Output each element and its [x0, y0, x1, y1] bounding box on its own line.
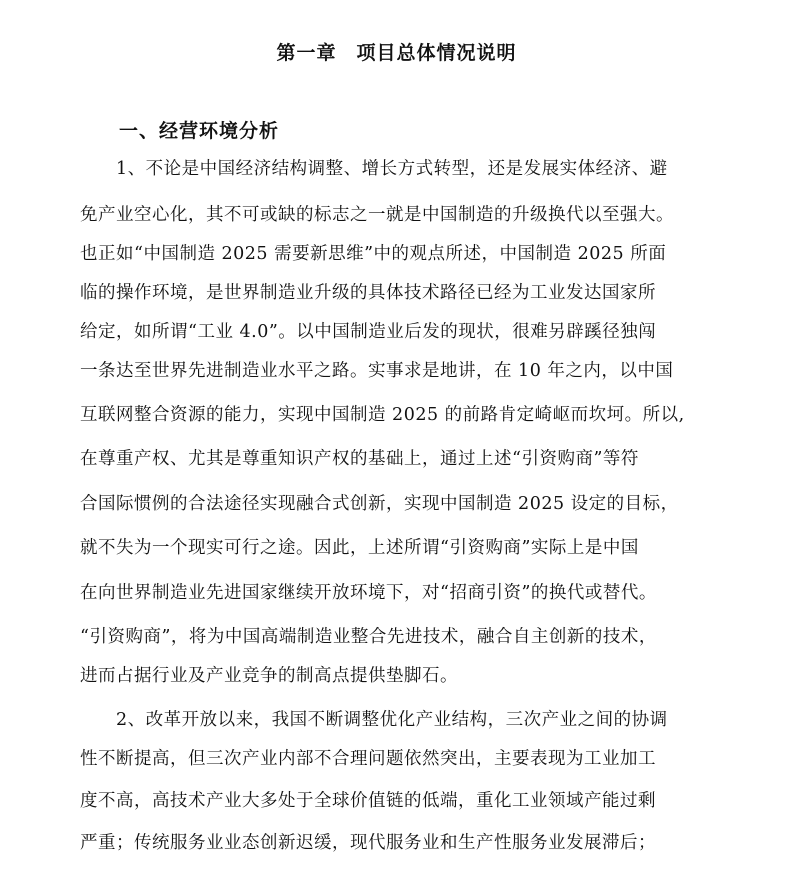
paragraph-line: 临的操作环境，是世界制造业升级的具体技术路径已经为工业发达国家所: [80, 283, 656, 303]
paragraph-line: 度不高，高技术产业大多处于全球价值链的低端，重化工业领域产能过剩: [80, 791, 656, 811]
paragraph-line: 2、改革开放以来，我国不断调整优化产业结构，三次产业之间的协调: [80, 710, 668, 730]
paragraph-line: 免产业空心化，其不可或缺的标志之一就是中国制造的升级换代以至强大。: [80, 205, 674, 225]
paragraph-line: 性不断提高，但三次产业内部不合理问题依然突出，主要表现为工业加工: [80, 749, 656, 769]
paragraph-line: 合国际惯例的合法途径实现融合式创新，实现中国制造 2025 设定的目标，: [80, 494, 679, 514]
paragraph-line: 在向世界制造业先进国家继续开放环境下，对“招商引资”的换代或替代。: [80, 583, 657, 603]
paragraph-line: 1、不论是中国经济结构调整、增长方式转型，还是发展实体经济、避: [80, 159, 668, 179]
paragraph-line: 进而占据行业及产业竞争的制高点提供垫脚石。: [80, 666, 458, 686]
paragraph-line: 互联网整合资源的能力，实现中国制造 2025 的前路肯定崎岖而坎坷。所以,: [80, 405, 685, 425]
paragraph-line: 严重；传统服务业业态创新迟缓，现代服务业和生产性服务业发展滞后；: [80, 833, 656, 853]
paragraph-line: 给定，如所谓“工业 4.0”。以中国制造业后发的现状，很难另辟蹊径独闯: [80, 322, 657, 342]
paragraph-line: 在尊重产权、尤其是尊重知识产权的基础上，通过上述“引资购商”等符: [80, 449, 639, 469]
section-heading: 一、经营环境分析: [119, 120, 280, 142]
chapter-title: 第一章 项目总体情况说明: [276, 42, 517, 64]
paragraph-line: 就不失为一个现实可行之途。因此，上述所谓“引资购商”实际上是中国: [80, 538, 639, 558]
paragraph-line: 一条达至世界先进制造业水平之路。实事求是地讲，在 10 年之内，以中国: [80, 361, 674, 381]
paragraph-line: “引资购商”，将为中国高端制造业整合先进技术，融合自主创新的技术，: [80, 627, 657, 647]
paragraph-line: 也正如“中国制造 2025 需要新思维”中的观点所述，中国制造 2025 所面: [80, 244, 667, 264]
